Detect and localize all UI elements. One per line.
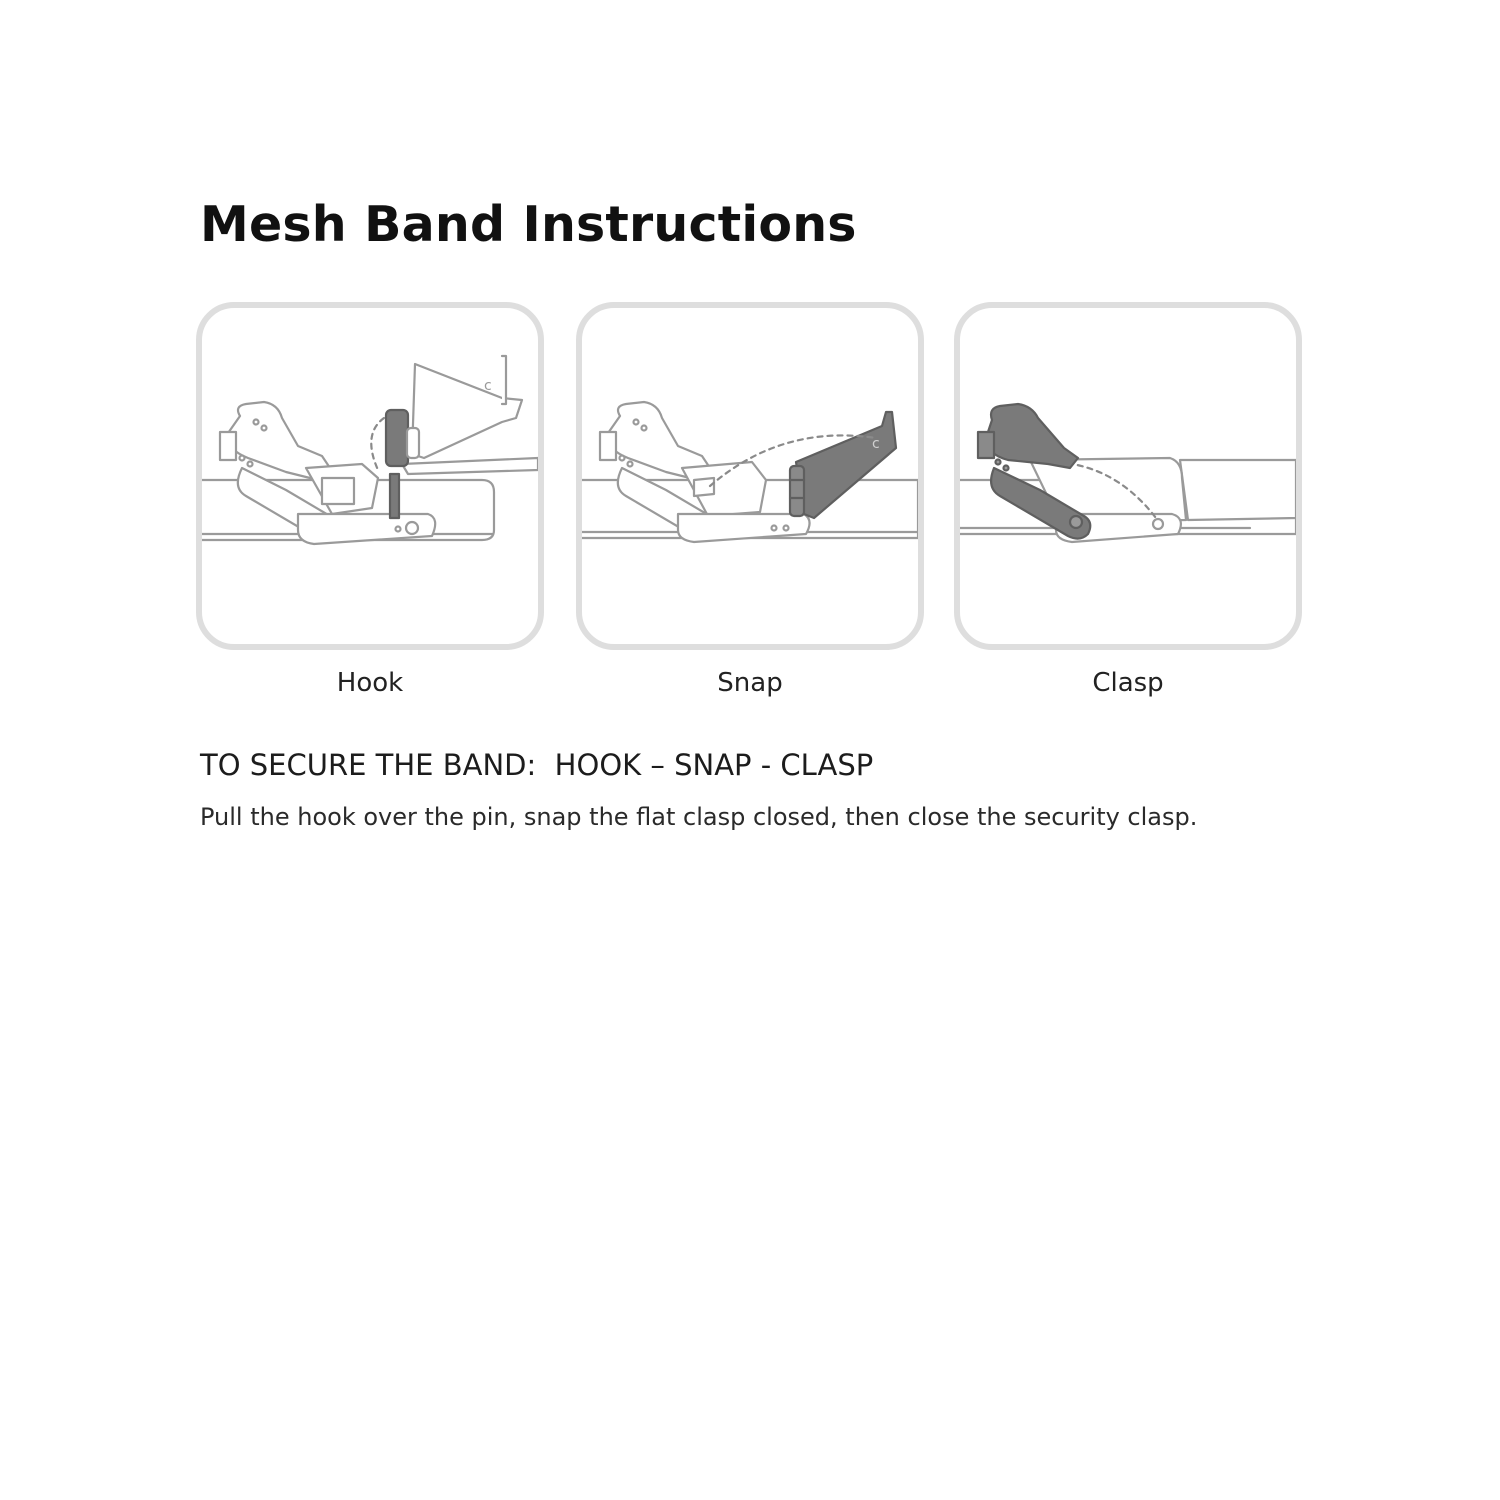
hook-step-illustration-icon [202, 308, 538, 644]
step-label-clasp: Clasp [1092, 668, 1164, 698]
steps-row [196, 302, 1302, 702]
svg-text:c: c [484, 378, 492, 394]
snap-step-illustration-icon [582, 308, 918, 644]
page-title: Mesh Band Instructions [200, 196, 857, 253]
step-clasp [954, 302, 1302, 698]
step-snap [576, 302, 924, 698]
instruction-heading: TO SECURE THE BAND: HOOK – SNAP - CLASP [200, 748, 874, 782]
step-hook [196, 302, 544, 698]
step-panel-clasp [954, 302, 1302, 650]
svg-text:c: c [872, 436, 880, 452]
step-label-snap: Snap [717, 668, 783, 698]
step-label-hook: Hook [336, 668, 404, 698]
instruction-text: Pull the hook over the pin, snap the flat clasp closed, then close the security clasp. [200, 803, 1198, 831]
clasp-step-illustration-icon [960, 308, 1296, 644]
step-panel-hook [196, 302, 544, 650]
step-panel-snap [576, 302, 924, 650]
